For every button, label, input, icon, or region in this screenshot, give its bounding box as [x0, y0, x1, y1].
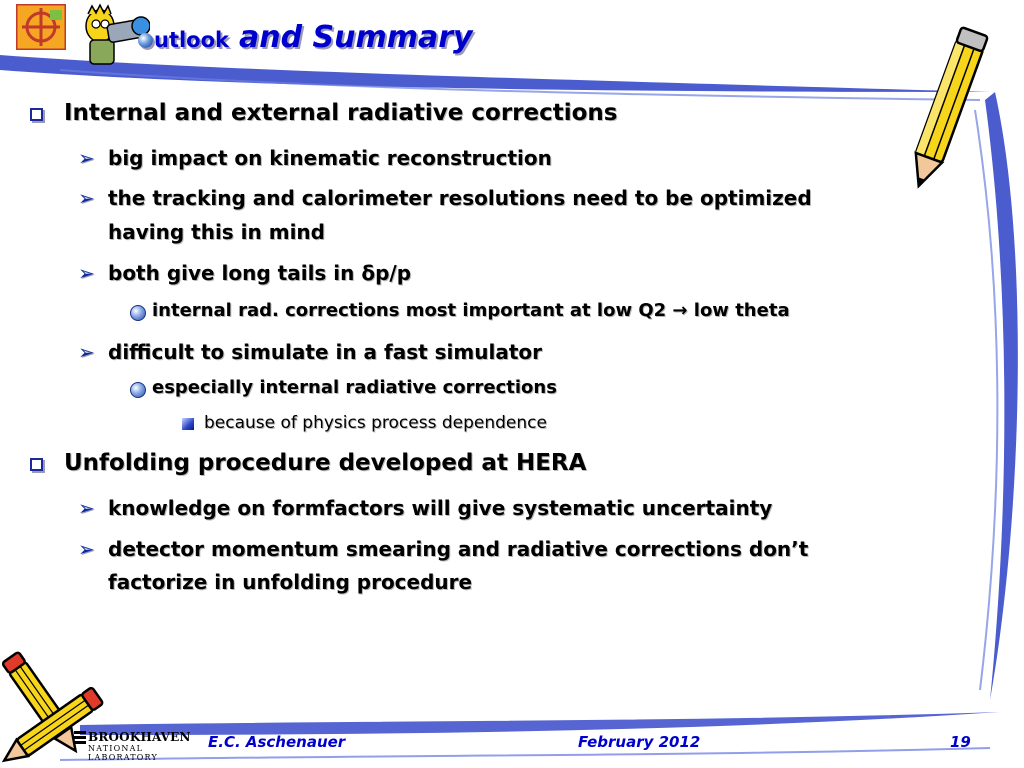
- bullet-level2: both give long tails in δp/p: [108, 261, 412, 285]
- arrow-bullet-icon: ➢: [78, 186, 95, 210]
- arrow-bullet-icon: ➢: [78, 537, 95, 561]
- bnl-bars-icon: [74, 731, 86, 745]
- bullet-level2: difficult to simulate in a fast simulator: [108, 340, 542, 364]
- lab-name: BROOKHAVEN: [88, 730, 191, 744]
- footer-author: E.C. Aschenauer: [208, 733, 346, 751]
- swirl-bullet-icon: [130, 305, 146, 321]
- arrow-bullet-icon: ➢: [78, 146, 95, 170]
- bullet-level3: internal rad. corrections most important at low Q2 → low theta: [152, 300, 790, 321]
- bullet-level2-cont: having this in mind: [108, 220, 325, 244]
- bullet-level2: big impact on kinematic reconstruction: [108, 146, 552, 170]
- title-small-text: utlook: [154, 28, 230, 52]
- bullet-level1: Unfolding procedure developed at HERA: [64, 450, 587, 476]
- bullet-level1: Internal and external radiative corrections: [64, 100, 618, 126]
- footer-page-number: 19: [950, 733, 971, 751]
- swirl-bullet-icon: [130, 382, 146, 398]
- arrow-bullet-icon: ➢: [78, 340, 95, 364]
- brookhaven-logo: [88, 730, 206, 762]
- square-bullet-icon: [30, 108, 43, 121]
- bullet-level2: the tracking and calorimeter resolutions need to be optimized: [108, 186, 812, 210]
- bullet-level2-cont: factorize in unfolding procedure: [108, 570, 473, 594]
- arrow-bullet-icon: ➢: [78, 496, 95, 520]
- footer-date: February 2012: [578, 733, 701, 751]
- bullet-level2: detector momentum smearing and radiative corrections don’t: [108, 537, 809, 561]
- bullet-level4: because of physics process dependence: [204, 413, 547, 433]
- small-square-bullet-icon: [182, 418, 194, 430]
- square-bullet-icon: [30, 458, 43, 471]
- lab-subtitle: NATIONAL LABORATORY: [88, 744, 158, 762]
- title-main-text: and Summary: [239, 20, 473, 55]
- bullet-level3: especially internal radiative corrections: [152, 377, 557, 398]
- bullet-level2: knowledge on formfactors will give systematic uncertainty: [108, 496, 773, 520]
- arrow-bullet-icon: ➢: [78, 261, 95, 285]
